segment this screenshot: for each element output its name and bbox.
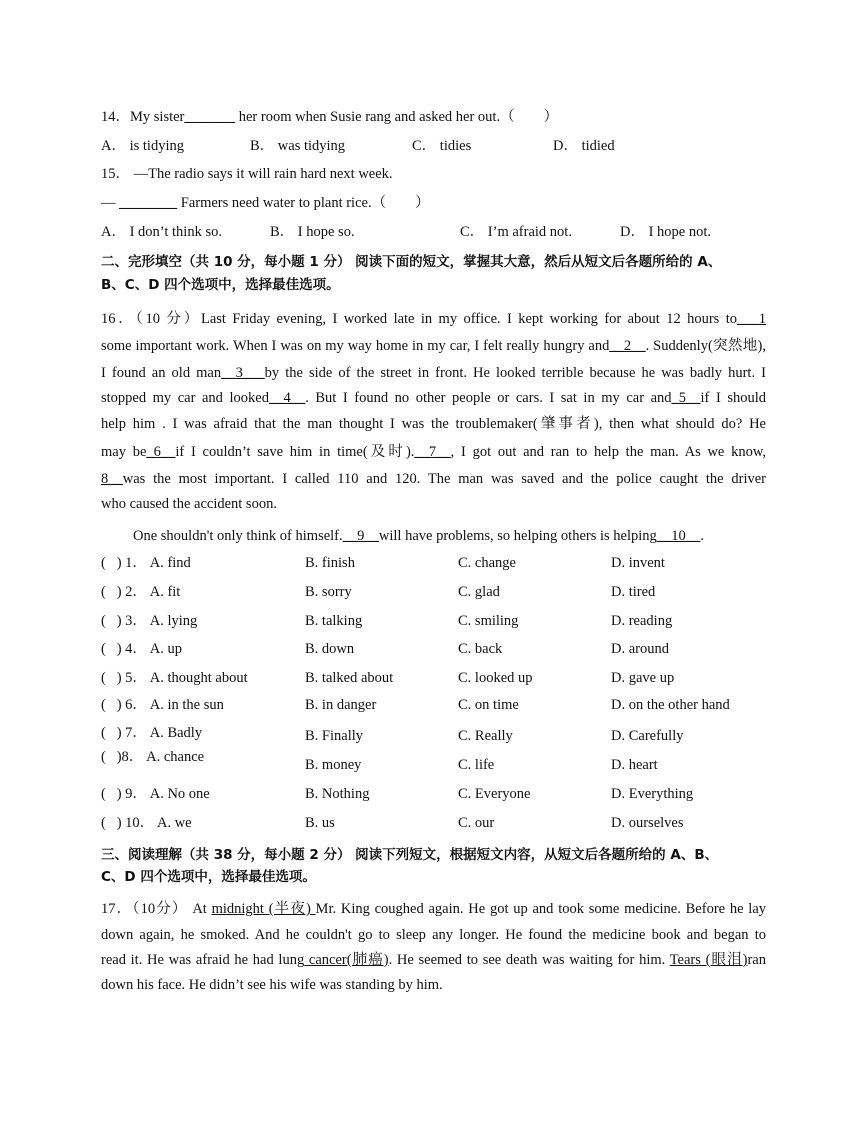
option-c: C. change: [458, 555, 516, 571]
option-number: ( ) 10． A. we: [101, 815, 192, 831]
answer-option: D． I hope not.: [620, 224, 712, 240]
answer-option: A． is tidying: [101, 138, 184, 154]
option-number: ( ) 5． A. thought about: [101, 670, 248, 686]
text-segment: who caused the accident soon.: [101, 496, 277, 512]
option-b: B. finish: [305, 555, 355, 571]
option-c: C. Everyone: [458, 786, 531, 802]
text-segment: down again, he smoked. And he couldn't go to sleep any longer. He found the medicine book and began to: [101, 927, 766, 943]
blank: __2__: [609, 338, 646, 354]
text-line: [101, 495, 277, 513]
option-d: D. on the other hand: [611, 697, 730, 713]
option-c: C. life: [458, 757, 495, 773]
text-segment: will have problems, so helping others is helping: [378, 528, 657, 544]
text-segment: . He seemed to see death was waiting for him.: [388, 952, 670, 968]
blank: _6__: [146, 444, 176, 460]
option-c: C. glad: [458, 584, 500, 600]
text-segment: , I got out and ran to help the man. As we know,: [450, 444, 766, 460]
option-d: D. around: [611, 641, 669, 657]
section-heading: [101, 276, 340, 294]
option-c: C. Really: [458, 728, 513, 744]
text-line: [101, 389, 766, 407]
option-number: ( )8． A. chance: [101, 749, 205, 765]
blank: __4__: [268, 390, 306, 406]
text-segment: may be: [101, 444, 147, 460]
option-number: ( ) 2． A. fit: [101, 584, 181, 600]
text-segment: .: [700, 528, 704, 544]
text-line: [101, 926, 766, 944]
section-heading: [101, 253, 721, 271]
option-d: D. gave up: [611, 670, 675, 686]
text-line: [101, 900, 766, 918]
text-segment: down his face. He didn’t see his wife was standing by him.: [101, 977, 443, 993]
text-line: [101, 194, 430, 212]
text-segment: her room when Susie rang and asked her out.（ ）: [235, 109, 559, 125]
option-number: ( ) 1． A. find: [101, 555, 191, 571]
text-segment: if I should: [700, 390, 766, 406]
text-line: [101, 310, 766, 328]
text-line: [101, 951, 766, 969]
text-segment: 17．（10分） At: [101, 901, 212, 917]
option-number: ( ) 4． A. up: [101, 641, 182, 657]
section-heading: [101, 846, 718, 864]
answer-option: A． I don’t think so.: [101, 224, 222, 240]
text-segment: if I couldn’t save him in time(及时).: [175, 444, 415, 460]
section-heading: [101, 868, 316, 886]
option-b: B. Finally: [305, 728, 364, 744]
option-number: ( ) 9． A. No one: [101, 786, 210, 802]
blank: Tears (眼泪): [669, 952, 748, 968]
text-segment: was the most important. I called 110 and 120. The man was saved and the police caught the driver: [122, 471, 766, 487]
option-number: ( ) 3． A. lying: [101, 613, 198, 629]
answer-option: C． I’m afraid not.: [460, 224, 572, 240]
text-line: [101, 165, 393, 183]
option-c: C. smiling: [458, 613, 519, 629]
blank: __9__: [342, 528, 379, 544]
text-segment: I found an old man: [101, 365, 222, 381]
text-segment: One shouldn't only think of himself.: [133, 528, 343, 544]
option-d: D. reading: [611, 613, 673, 629]
text-segment: stopped my car and looked: [101, 390, 269, 406]
answer-option: B． was tidying: [250, 138, 346, 154]
option-c: C. back: [458, 641, 503, 657]
text-segment: 三、阅读理解（共 38 分，每小题 2 分） 阅读下列短文，根据短文内容，从短文后各题所给的 A、B、: [101, 847, 719, 863]
blank: _______: [184, 109, 236, 125]
option-b: B. talking: [305, 613, 363, 629]
blank: 8__: [101, 471, 123, 487]
blank: __10__: [656, 528, 701, 544]
option-b: B. us: [305, 815, 335, 831]
answer-option: B． I hope so.: [270, 224, 355, 240]
blank: __7__: [414, 444, 451, 460]
text-line: [133, 527, 704, 545]
text-segment: 14．My sister: [101, 109, 185, 125]
option-c: C. our: [458, 815, 495, 831]
option-b: B. down: [305, 641, 355, 657]
text-segment: 二、完形填空（共 10 分，每小题 1 分） 阅读下面的短文，掌握其大意，然后从短文后各题所给的 A、: [101, 254, 722, 270]
text-line: [101, 443, 766, 461]
option-d: D. ourselves: [611, 815, 684, 831]
text-segment: help him . I was afraid that the man thought I was the troublemaker(肇事者), then what should do? He: [101, 416, 766, 432]
text-segment: ran: [747, 952, 766, 968]
text-line: [101, 976, 443, 994]
text-segment: Farmers need water to plant rice.（ ）: [177, 195, 430, 211]
blank: _5__: [671, 390, 701, 406]
text-line: [101, 108, 558, 126]
blank: cancer(肺癌): [304, 952, 389, 968]
text-segment: some important work. When I was on my way home in my car, I felt really hungry and: [101, 338, 610, 354]
blank: __3___: [221, 365, 265, 381]
text-segment: C、D 四个选项中，选择最佳选项。: [101, 869, 316, 885]
option-d: D. invent: [611, 555, 665, 571]
blank: ___1: [737, 311, 766, 327]
option-c: C. on time: [458, 697, 519, 713]
option-d: D. Everything: [611, 786, 694, 802]
option-b: B. money: [305, 757, 362, 773]
text-segment: Mr. King coughed again. He got up and took some medicine. Before he lay: [315, 901, 766, 917]
option-d: D. heart: [611, 757, 658, 773]
option-c: C. looked up: [458, 670, 533, 686]
option-d: D. Carefully: [611, 728, 684, 744]
answer-option: C． tidies: [412, 138, 472, 154]
text-segment: 15． —The radio says it will rain hard next week.: [101, 166, 393, 182]
text-segment: —: [101, 195, 120, 211]
option-b: B. sorry: [305, 584, 352, 600]
text-line: [101, 470, 766, 488]
text-line: [101, 415, 766, 433]
option-b: B. Nothing: [305, 786, 370, 802]
answer-option: D． tidied: [553, 138, 615, 154]
option-number: ( ) 7． A. Badly: [101, 725, 203, 741]
option-d: D. tired: [611, 584, 656, 600]
text-segment: read it. He was afraid he had lung: [101, 952, 305, 968]
blank: ________: [119, 195, 178, 211]
text-line: [101, 364, 766, 382]
option-number: ( ) 6． A. in the sun: [101, 697, 224, 713]
text-segment: by the side of the street in front. He looked terrible because he was badly hurt. I: [264, 365, 766, 381]
text-segment: B、C、D 四个选项中，选择最佳选项。: [101, 277, 340, 293]
text-segment: 16．（10 分）Last Friday evening, I worked late in my office. I kept working for about 12 hours to: [101, 311, 737, 327]
option-b: B. talked about: [305, 670, 394, 686]
text-line: [101, 337, 766, 355]
text-segment: . But I found no other people or cars. I sat in my car and: [305, 390, 672, 406]
blank: midnight (半夜): [211, 901, 316, 917]
text-segment: . Suddenly(突然地),: [645, 338, 767, 354]
option-b: B. in danger: [305, 697, 377, 713]
